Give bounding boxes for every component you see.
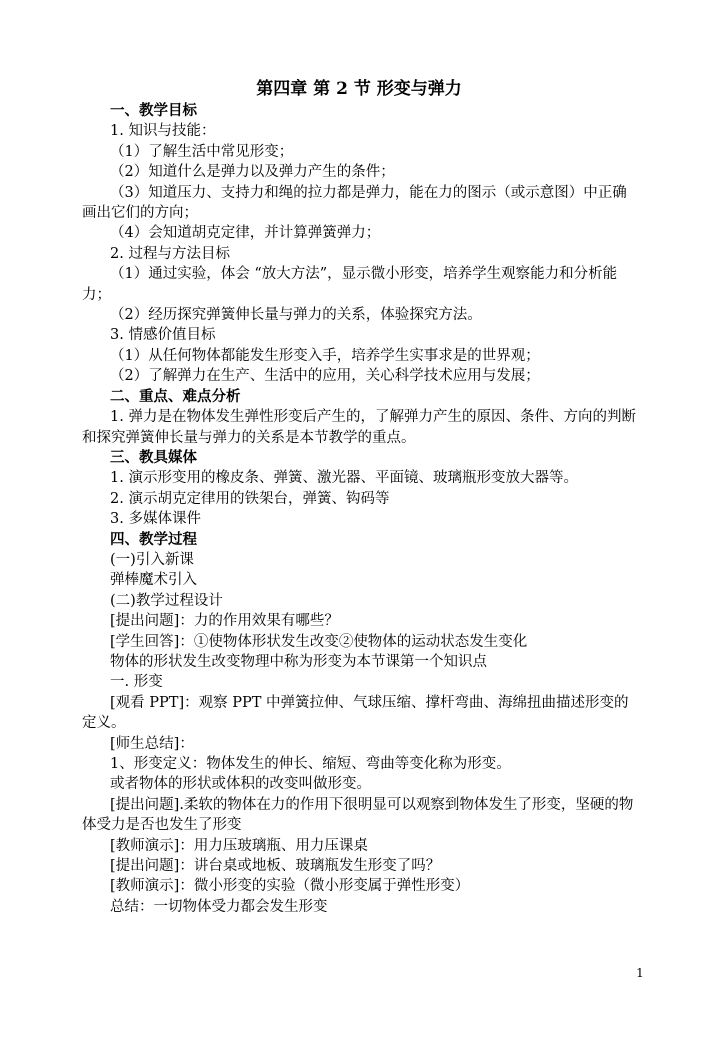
section-heading: 三、教具媒体 [110,448,197,466]
paragraph: （2）经历探究弹簧伸长量与弹力的关系，体验探究方法。 [110,307,482,324]
page-number: 1 [636,966,644,980]
paragraph: [师生总结]： [110,735,194,752]
paragraph: 1. 知识与技能： [110,123,216,140]
section-heading: 四、教学过程 [110,530,197,548]
paragraph: 3. 情感价值目标 [110,327,216,344]
paragraph: 或者物体的形状或体积的改变叫做形变。 [110,776,371,793]
paragraph: 1. 弹力是在物体发生弹性形变后产生的，了解弹力产生的原因、条件、方向的判断和探究弹簧伸长量与弹力的关系是本节教学的重点。 [82,409,636,446]
paragraph: 物体的形状发生改变物理中称为形变为本节课第一个知识点 [110,653,487,670]
paragraph: 1. 演示形变用的橡皮条、弹簧、激光器、平面镜、玻璃瓶形变放大器等。 [110,470,578,487]
paragraph: [观看 PPT]：观察 PPT 中弹簧拉伸、气球压缩、撑杆弯曲、海绵扭曲描述形变的定义。 [82,694,629,732]
page-title: 第四章 第 2 节 形变与弹力 [256,79,462,99]
paragraph: [学生回答]：①使物体形状发生改变②使物体的运动状态发生变化 [110,633,528,650]
section-heading: 一、教学目标 [110,102,197,119]
document-body [82,101,638,917]
paragraph: 3. 多媒体课件 [110,511,201,528]
paragraph: 2. 过程与方法目标 [110,245,230,262]
paragraph: [提出问题].柔软的物体在力的作用下很明显可以观察到物体发生了形变，坚硬的物体受力是否也发生了形变 [82,796,634,834]
paragraph: 总结：一切物体受力都会发生形变 [110,898,328,915]
paragraph: (一)引入新课 [110,551,194,568]
paragraph: [提出问题]：力的作用效果有哪些？ [110,613,339,630]
paragraph: [教师演示]：用力压玻璃瓶、用力压课桌 [110,837,368,854]
paragraph: (二)教学过程设计 [110,592,223,609]
section-heading: 二、重点、难点分析 [110,387,241,405]
paragraph: （1）通过实验，体会 “放大方法”，显示微小形变，培养学生观察能力和分析能力； [82,266,618,303]
paragraph: （2）知道什么是弹力以及弹力产生的条件； [110,164,395,181]
paragraph: （3）知道压力、支持力和绳的拉力都是弹力，能在力的图示（或示意图）中正确画出它们的方向； [82,184,627,222]
paragraph: [提出问题]：讲台桌或地板、玻璃瓶发生形变了吗？ [110,858,441,875]
paragraph: 1、形变定义：物体发生的伸长、缩短、弯曲等变化称为形变。 [110,756,511,772]
paragraph: [教师演示]：微小形变的实验（微小形变属于弹性形变） [110,878,470,895]
paragraph: 2. 演示胡克定律用的铁架台，弹簧、钩码等 [110,490,390,507]
paragraph: （1）了解生活中常见形变； [110,143,294,160]
paragraph: 一. 形变 [110,674,163,691]
paragraph: 弹棒魔术引入 [110,572,197,589]
paragraph: （4）会知道胡克定律，并计算弹簧弹力； [110,225,381,242]
paragraph: （1）从任何物体都能发生形变入手，培养学生实事求是的世界观； [110,347,540,364]
paragraph: （2）了解弹力在生产、生活中的应用，关心科学技术应用与发展； [110,368,540,385]
